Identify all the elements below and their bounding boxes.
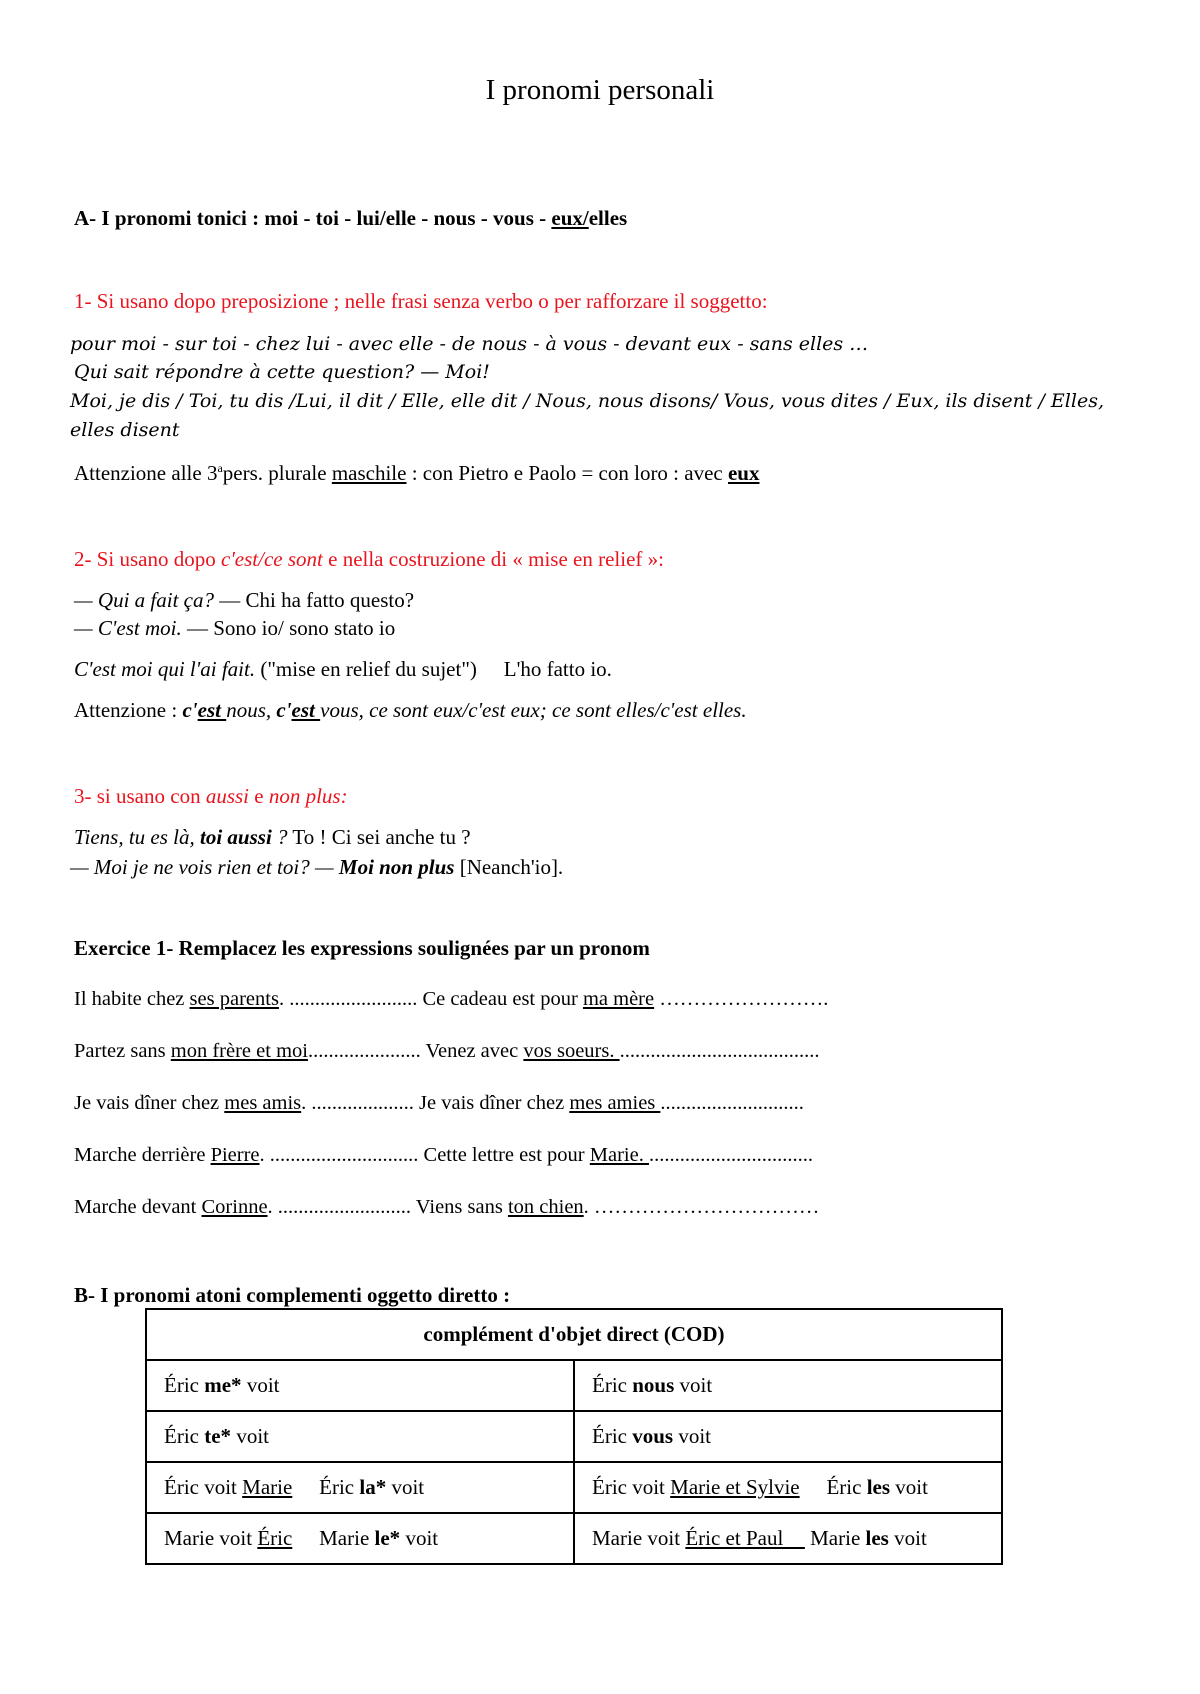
rule-3-example-2-bold: Moi non plus [338, 855, 455, 879]
rule-3-example-2-rest: [Neanch'io]. [454, 855, 564, 879]
exercise-row-a-pre: Marche derrière [74, 1144, 211, 1166]
rule-2-heading-italic: c'est/ce sont [221, 547, 323, 571]
exercise-row-a-underlined: Pierre [210, 1144, 260, 1166]
cell-pre: Éric [592, 1424, 633, 1448]
rule-3-example-1-q: ? [271, 825, 288, 849]
cell-pre: Marie voit [592, 1526, 686, 1550]
table-cell [146, 1462, 574, 1513]
rule-2-note [74, 698, 747, 723]
rule-2-example-3-italic: C'est moi qui l'ai fait. [74, 657, 256, 681]
cell-post: voit [386, 1475, 425, 1499]
exercise-row [74, 1092, 804, 1115]
section-b-heading: B- I pronomi atoni complementi oggetto diretto : [74, 1283, 511, 1307]
cell-pronoun: les [866, 1475, 891, 1499]
exercise-row [74, 1196, 819, 1219]
exercise-row-a-post: . .................... Je vais dîner chez [301, 1092, 570, 1114]
cell-pre: Éric [164, 1373, 205, 1397]
exercise-row-a-underlined: mon frère et moi [170, 1040, 308, 1062]
exercise-row-b-underlined: ton chien [507, 1196, 584, 1218]
exercise-row-b-post: ................................ [648, 1144, 813, 1166]
rule-1-example-question: Qui sait répondre à cette question? — Moi! [74, 361, 490, 383]
rule-2-heading-post: e nella costruzione di « mise en relief »: [322, 547, 665, 571]
rule-2-note-c1: c' [182, 698, 198, 722]
cell-pre: Éric voit [592, 1475, 671, 1499]
table-row [146, 1411, 1002, 1462]
rule-3-heading-nonplus: non plus: [268, 784, 348, 808]
exercise-row-a-underlined: Corinne [201, 1196, 268, 1218]
rule-3-example-1-italic: Tiens, tu es là, [74, 825, 201, 849]
rule-1-example-conjugation-end: elles disent [70, 419, 180, 441]
rule-1-note [74, 461, 759, 486]
cell-post: voit [890, 1475, 928, 1499]
rule-2-note-pre: Attenzione : [74, 698, 183, 722]
table-cell [146, 1360, 574, 1411]
cell-pronoun: les [865, 1526, 889, 1550]
rule-1-note-mid2: : con Pietro e Paolo = con loro : avec [406, 461, 728, 485]
exercise-row-b-underlined: ma mère [582, 988, 655, 1010]
rule-3-heading-mid: e [249, 784, 269, 808]
rule-2-example-1 [74, 588, 414, 613]
rule-2-example-3 [74, 657, 612, 682]
exercise-row [74, 988, 828, 1011]
exercise-row-a-pre: Partez sans [74, 1040, 171, 1062]
rule-3-heading-pre: 3- si usano con [74, 784, 206, 808]
cell-post: voit [888, 1526, 927, 1550]
cell-post: voit [673, 1424, 712, 1448]
cell-pronoun: le* [374, 1526, 401, 1550]
rule-2-example-2-italic: — C'est moi. [74, 616, 182, 640]
exercise-row-a-pre: Marche devant [74, 1196, 202, 1218]
cell-mid: ⃞ Marie [804, 1526, 866, 1550]
exercise-row-b-underlined: mes amies [569, 1092, 661, 1114]
cell-pre: Marie voit [164, 1526, 258, 1550]
rule-3-example-1 [74, 825, 471, 850]
exercise-row-b-underlined: Marie. [589, 1144, 649, 1166]
section-a-heading-text: A- I pronomi tonici : moi - toi - lui/elle - nous - vous - [74, 206, 552, 230]
exercise-row-b-post: ....................................... [619, 1040, 820, 1062]
rule-2-note-nous: nous, [226, 698, 277, 722]
cell-pronoun: te* [204, 1424, 232, 1448]
rule-2-example-2-rest: — Sono io/ sono stato io [181, 616, 396, 640]
table-cell [574, 1513, 1002, 1564]
exercise-1-heading: Exercice 1- Remplacez les expressions soulignées par un pronom [74, 936, 650, 960]
rule-2-example-3-rest: ("mise en relief du sujet") ⃞ L'ho fatto io. [255, 657, 612, 681]
table-row [146, 1513, 1002, 1564]
rule-3-example-1-bold: toi aussi [200, 825, 272, 849]
exercise-row-a-underlined: mes amis [224, 1092, 302, 1114]
exercise-row-a-post: . ............................. Cette lettre est pour [259, 1144, 590, 1166]
section-a-heading-elles: elles [588, 206, 628, 230]
cell-mid: ⃞ Marie [292, 1526, 375, 1550]
exercise-row-a-underlined: ses parents [189, 988, 279, 1010]
cell-post: voit [241, 1373, 280, 1397]
exercise-row-a-pre: Il habite chez [74, 988, 190, 1010]
exercise-row-b-underlined: vos soeurs. [523, 1040, 620, 1062]
exercise-row-b-post: ……………………. [654, 988, 829, 1010]
cod-table [145, 1308, 1003, 1565]
rule-2-example-1-rest: — Chi ha fatto questo? [214, 588, 415, 612]
rule-3-heading [74, 784, 348, 809]
rule-1-note-maschile: maschile [331, 461, 407, 485]
rule-2-note-est2: est [291, 698, 321, 722]
exercise-row [74, 1144, 813, 1167]
cell-pronoun: vous [632, 1424, 674, 1448]
rule-1-note-pre: Attenzione alle 3 [74, 461, 218, 485]
exercise-row-a-pre: Je vais dîner chez [74, 1092, 225, 1114]
rule-1-example-prepositions: pour moi - sur toi - chez lui - avec elle - de nous - à vous - devant eux - sans elles … [70, 333, 869, 355]
table-row [146, 1462, 1002, 1513]
table-cell [574, 1360, 1002, 1411]
cell-pronoun: me* [204, 1373, 242, 1397]
rule-3-example-2-italic: — Moi je ne vois rien et toi? — [70, 855, 339, 879]
cell-pronoun: nous [632, 1373, 675, 1397]
cell-pronoun: la* [359, 1475, 387, 1499]
cell-pre: Éric [592, 1373, 633, 1397]
page-title: I pronomi personali [485, 74, 715, 106]
cell-mid: ⃞ Éric [292, 1475, 360, 1499]
cod-table-header-row [146, 1309, 1002, 1360]
rule-2-example-1-italic: — Qui a fait ça? [74, 588, 214, 612]
rule-3-heading-aussi: aussi [205, 784, 250, 808]
exercise-row [74, 1040, 819, 1063]
cell-post: voit [231, 1424, 269, 1448]
rule-2-example-2 [74, 616, 395, 641]
rule-1-note-sup: a [217, 461, 223, 475]
exercise-row-a-post: . ......................... Ce cadeau est pour [278, 988, 583, 1010]
table-row [146, 1360, 1002, 1411]
table-cell [574, 1462, 1002, 1513]
cell-pre: Éric [164, 1424, 205, 1448]
table-cell [574, 1411, 1002, 1462]
exercise-row-a-post: ...................... Venez avec [307, 1040, 524, 1062]
cell-post: voit [674, 1373, 713, 1397]
exercise-row-a-post: . .......................... Viens sans [267, 1196, 508, 1218]
table-cell [146, 1411, 574, 1462]
rule-1-note-eux: eux [727, 461, 760, 485]
section-a-heading [74, 206, 627, 231]
cell-underlined: Marie et Sylvie [670, 1475, 800, 1499]
cell-post: voit [400, 1526, 439, 1550]
rule-1-note-mid: pers. plurale [222, 461, 332, 485]
rule-1-heading: 1- Si usano dopo preposizione ; nelle frasi senza verbo o per rafforzare il soggetto: [74, 289, 768, 313]
rule-2-note-c2: c' [276, 698, 292, 722]
rule-3-example-1-rest: To ! Ci sei anche tu ? [287, 825, 471, 849]
table-cell [146, 1513, 574, 1564]
rule-2-heading [74, 547, 664, 572]
exercise-row-b-post: . …………………………… [583, 1196, 820, 1218]
section-a-heading-eux: eux/ [551, 206, 589, 230]
cell-pre: Éric voit [164, 1475, 243, 1499]
cell-underlined: Éric [257, 1526, 293, 1550]
rule-2-note-est1: est [197, 698, 227, 722]
cell-underlined: Éric et Paul [685, 1526, 805, 1550]
rule-3-example-2 [70, 855, 563, 880]
rule-1-example-conjugation: Moi, je dis / Toi, tu dis /Lui, il dit / Elle, elle dit / Nous, nous disons/ Vous, vous dites / Eux, ils disent / Elles, [70, 390, 1104, 412]
cell-underlined: Marie [242, 1475, 293, 1499]
rule-2-note-rest: vous, ce sont eux/c'est eux; ce sont elles/c'est elles. [320, 698, 747, 722]
cell-mid: ⃞ Éric [799, 1475, 867, 1499]
cod-table-header: complément d'objet direct (COD) [146, 1309, 1002, 1360]
rule-2-heading-pre: 2- Si usano dopo [74, 547, 221, 571]
exercise-row-b-post: ............................ [660, 1092, 804, 1114]
